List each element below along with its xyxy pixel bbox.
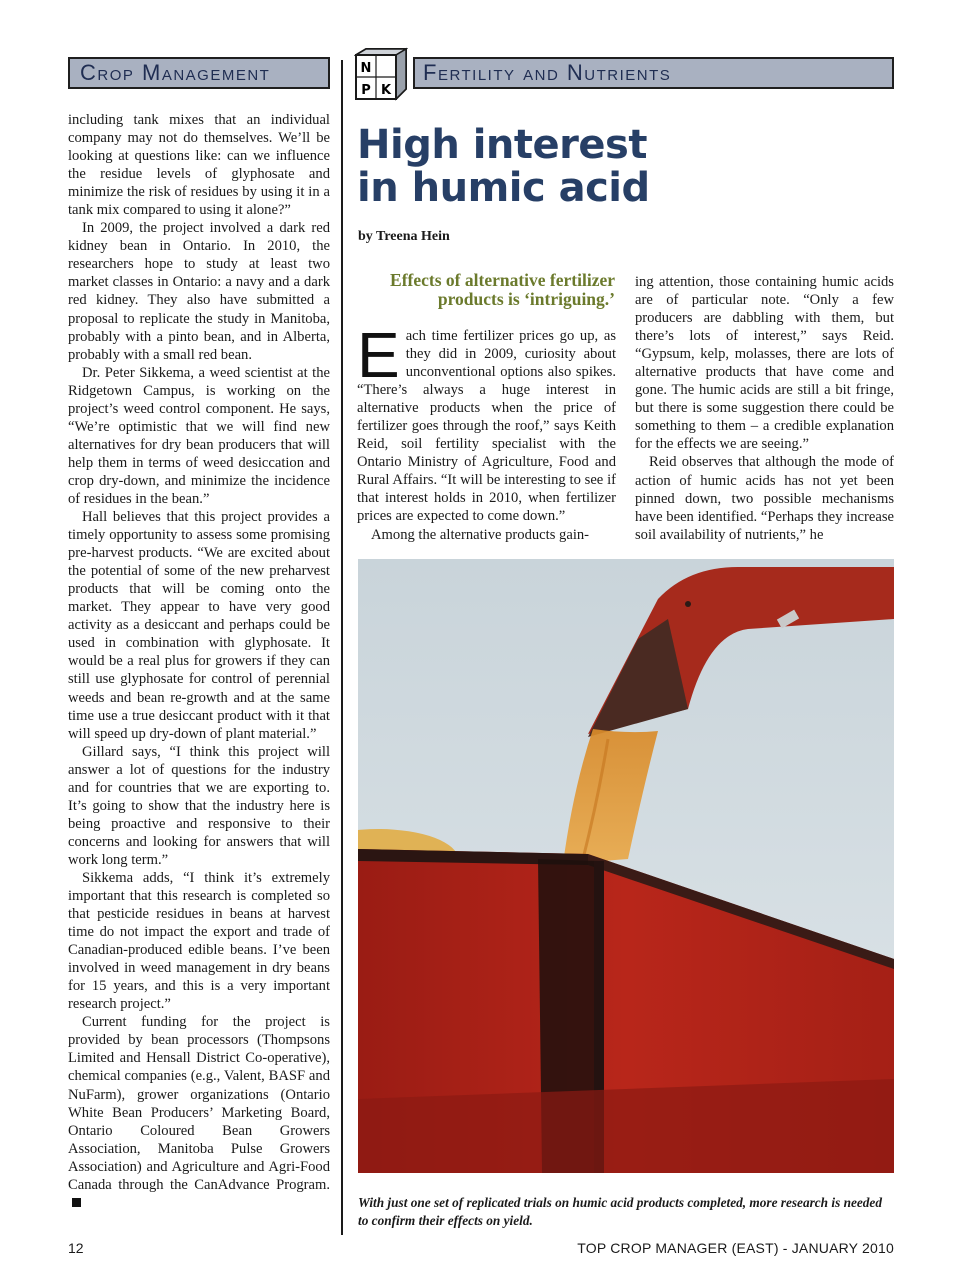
paragraph-final xyxy=(68,1013,330,1212)
lead-paragraph xyxy=(357,319,616,526)
paragraph: In 2009, the project involved a dark red kidney bean in Ontario. In 2010, the researchers hope to study at least two market classes in Ontario: a navy and a dark red kidney. They also have submitted a proposal to replicate the study in Manitoba, probably with a pinto bean, and in Alberta, probably with a small red bean. xyxy=(68,220,330,363)
article-headline xyxy=(357,124,650,210)
photo-caption: With just one set of replicated trials on humic acid products completed, more research is needed to confirm their effects on yield. xyxy=(358,1195,882,1228)
paragraph: including tank mixes that an individual company may not do themselves. We’ll be looking at questions like: can we influence the residue levels of glyphosate and minimize the risk of residues by using it in a tank mix compared to using it alone?” xyxy=(68,112,330,219)
article-deck: Effects of alternative fertilizer products is ‘intriguing.’ xyxy=(390,270,615,309)
section-header-fertility xyxy=(413,57,894,89)
end-of-story-mark xyxy=(72,1198,81,1207)
paragraph: Dr. Peter Sikkema, a weed scientist at the Ridgetown Campus, is working on the project’s weed control component. He says, “We’re optimistic that we will find new alternatives for dry bean producers that will help them in terms of weed desiccation and crop dry-down, and minimize the incidence of residues in the bean.” xyxy=(68,364,330,507)
paragraph: Reid observes that although the mode of action of humic acids has not yet been pinned down, two possible mechanisms have been identified. “Perhaps they increase soil availability of nutrients,” he xyxy=(635,454,894,543)
logo-letter-k: K xyxy=(380,83,392,98)
section-header-label: Fertility and Nutrients xyxy=(423,60,672,85)
logo-letter-n: N xyxy=(360,61,372,76)
headline-line-2: in humic acid xyxy=(357,165,650,211)
article-column-right xyxy=(635,273,894,544)
npk-logo-icon xyxy=(354,47,408,101)
paragraph: ing attention, those containing humic acids are of particular note. “Only a few producers are dabbling with them, but there’s lots of interest,” says Reid. “Gypsum, kelp, molasses, there are lots of alternative products that have come and gone. The humic acids are still a bit fringe, but there is some suggestion there could be something to them – a credible explanation for the effects we are seeing.” xyxy=(635,274,894,453)
headline-line-1: High interest xyxy=(357,122,647,168)
section-header-crop-management xyxy=(68,57,330,89)
page-number: 12 xyxy=(68,1240,84,1256)
article-column-middle xyxy=(357,319,616,544)
paragraph: Sikkema adds, “I think it’s extremely important that this research is completed so that pesticide residues in beans at harvest time do not impact the export and trade of Canadian-produced edible beans. I’ve been involved in weed management in dry beans for 15 years, and this is a very important research project.” xyxy=(68,869,330,1013)
paragraph-text: Current funding for the project is provided by bean processors (Thompsons Limited and Hensall District Co-operative), chemical companies (e.g., Valent, BASF and NuFarm), grower organizations (Ontario White Bean Producers’ Marketing Board, Ontario Coloured Bean Growers Association, Manitoba Pulse Growers Association) and Agriculture and Agri-Food Canada through the CanAdvance Program. xyxy=(68,1014,330,1193)
article-byline: by Treena Hein xyxy=(358,229,450,244)
publication-footer: TOP CROP MANAGER (EAST) - JANUARY 2010 xyxy=(577,1240,894,1256)
section-header-label: Crop Management xyxy=(80,60,271,85)
lead-text: ach time fertilizer prices go up, as they did in 2009, curiosity about unconventional options also spikes. “There’s always a huge interest in alternative products when the price of fertilizer goes through the roof,” says Keith Reid, soil fertility specialist with the Ontario Ministry of Agriculture, Food and Rural Affairs. “It will be interesting to see if that interest holds in 2010, when fertilizer prices are expected to come down.” xyxy=(357,328,616,525)
left-story-column xyxy=(68,111,330,1212)
article-photo xyxy=(358,559,894,1173)
paragraph: Hall believes that this project provides a timely opportunity to assess some promising pre-harvest products. “We are excited about the potential of some of the new preharvest products that will be coming onto the market. They appear to have very good activity as a desiccant and perhaps could be used in combination with glyphosate. It would be a real plus for growers if they can still use glyphosate for control of perennial weeds and bean re-growth and at the same time use a true desiccant product with it that will speed up dry-down of plant material.” xyxy=(68,509,330,742)
paragraph: Gillard says, “I think this project will answer a lot of questions for the industry and for countries that we are exporting to. It’s going to show that the industry here is being proactive and responsive to their concerns and looking for answers that will work long term.” xyxy=(68,743,330,868)
drop-cap: E xyxy=(357,319,400,391)
paragraph: Among the alternative products gain- xyxy=(371,526,590,543)
logo-letter-p: P xyxy=(361,83,371,98)
column-divider xyxy=(341,60,343,1235)
